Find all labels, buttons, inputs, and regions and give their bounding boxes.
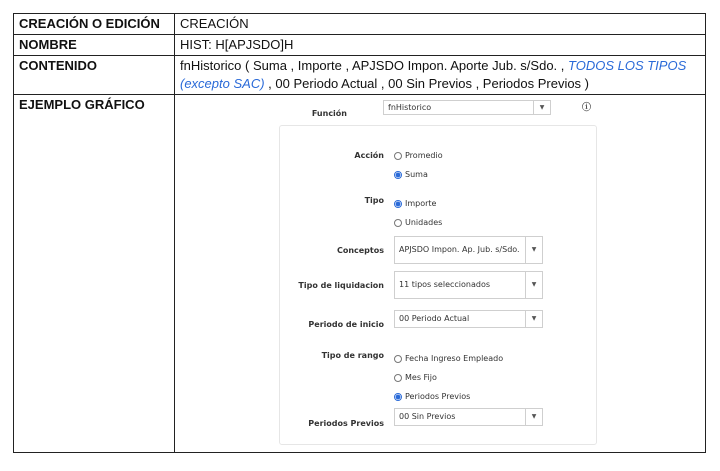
spec-document bbox=[13, 13, 706, 453]
row-nombre bbox=[14, 35, 706, 56]
radio-icon bbox=[394, 374, 402, 382]
option-label: Suma bbox=[405, 170, 428, 179]
chevron-down-icon: ▼ bbox=[525, 409, 542, 425]
tipo-liquidacion-label: Tipo de liquidacion bbox=[298, 281, 384, 290]
contenido-start: fnHistorico ( Suma , Importe , APJSDO Impon. Aporte Jub. s/Sdo. , bbox=[180, 58, 565, 73]
accion-option-promedio[interactable] bbox=[394, 147, 443, 165]
row-ejemplo bbox=[14, 95, 706, 453]
periodos-previos-label: Periodos Previos bbox=[308, 419, 384, 428]
periodo-inicio-value: 00 Periodo Actual bbox=[399, 314, 470, 323]
row-value: HIST: H[APJSDO]H bbox=[175, 35, 706, 56]
tipo-liquidacion-select[interactable] bbox=[394, 271, 543, 299]
accion-label: Acción bbox=[354, 151, 384, 160]
form-screenshot bbox=[175, 95, 705, 452]
row-value: CREACIÓN bbox=[175, 14, 706, 35]
row-key: CONTENIDO bbox=[14, 56, 175, 95]
radio-icon bbox=[394, 355, 402, 363]
rango-option-fecha-ingreso[interactable] bbox=[394, 350, 503, 368]
tipo-label: Tipo bbox=[364, 196, 384, 205]
row-key: NOMBRE bbox=[14, 35, 175, 56]
radio-selected-icon bbox=[394, 200, 402, 208]
periodos-previos-select[interactable] bbox=[394, 408, 543, 426]
contenido-highlight: TODOS LOS TIPOS (excepto SAC) bbox=[180, 58, 687, 91]
radio-icon bbox=[394, 152, 402, 160]
conceptos-label: Conceptos bbox=[336, 246, 384, 255]
row-contenido bbox=[14, 56, 706, 95]
option-label: Periodos Previos bbox=[405, 392, 471, 401]
info-icon[interactable]: ⓘ bbox=[582, 103, 592, 113]
option-label: Promedio bbox=[405, 151, 443, 160]
tipo-option-unidades[interactable] bbox=[394, 214, 442, 232]
funcion-select[interactable] bbox=[383, 100, 551, 115]
radio-selected-icon bbox=[394, 171, 402, 179]
row-key: EJEMPLO GRÁFICO bbox=[14, 95, 175, 453]
row-key: CREACIÓN O EDICIÓN bbox=[14, 14, 175, 35]
chevron-down-icon: ▼ bbox=[525, 272, 542, 298]
rango-option-mes-fijo[interactable] bbox=[394, 369, 437, 387]
row-value bbox=[175, 56, 706, 95]
tipo-rango-label: Tipo de rango bbox=[321, 351, 384, 360]
option-label: Mes Fijo bbox=[405, 373, 437, 382]
funcion-value: fnHistorico bbox=[388, 102, 432, 112]
periodos-previos-value: 00 Sin Previos bbox=[399, 412, 456, 421]
conceptos-select[interactable] bbox=[394, 236, 543, 264]
rango-option-periodos-previos[interactable] bbox=[394, 388, 470, 406]
row-creacion bbox=[14, 14, 706, 35]
contenido-end: , 00 Periodo Actual , 00 Sin Previos , Periodos Previos ) bbox=[268, 76, 590, 91]
radio-icon bbox=[394, 219, 402, 227]
periodo-inicio-label: Periodo de inicio bbox=[308, 320, 384, 329]
conceptos-value: APJSDO Impon. Ap. Jub. s/Sdo. bbox=[399, 245, 520, 254]
option-label: Unidades bbox=[405, 218, 443, 227]
funcion-label: Función bbox=[311, 109, 347, 118]
chevron-down-icon: ▼ bbox=[525, 237, 542, 263]
periodo-inicio-select[interactable] bbox=[394, 310, 543, 328]
radio-selected-icon bbox=[394, 393, 402, 401]
accion-option-suma[interactable] bbox=[394, 166, 428, 184]
tipo-option-importe[interactable] bbox=[394, 195, 436, 213]
graphic-example bbox=[175, 95, 706, 453]
tipo-liquidacion-value: 11 tipos seleccionados bbox=[399, 280, 491, 289]
chevron-down-icon: ▼ bbox=[525, 311, 542, 327]
chevron-down-icon: ▼ bbox=[533, 101, 550, 114]
option-label: Importe bbox=[405, 199, 437, 208]
spec-table bbox=[13, 13, 706, 453]
option-label: Fecha Ingreso Empleado bbox=[405, 354, 504, 363]
